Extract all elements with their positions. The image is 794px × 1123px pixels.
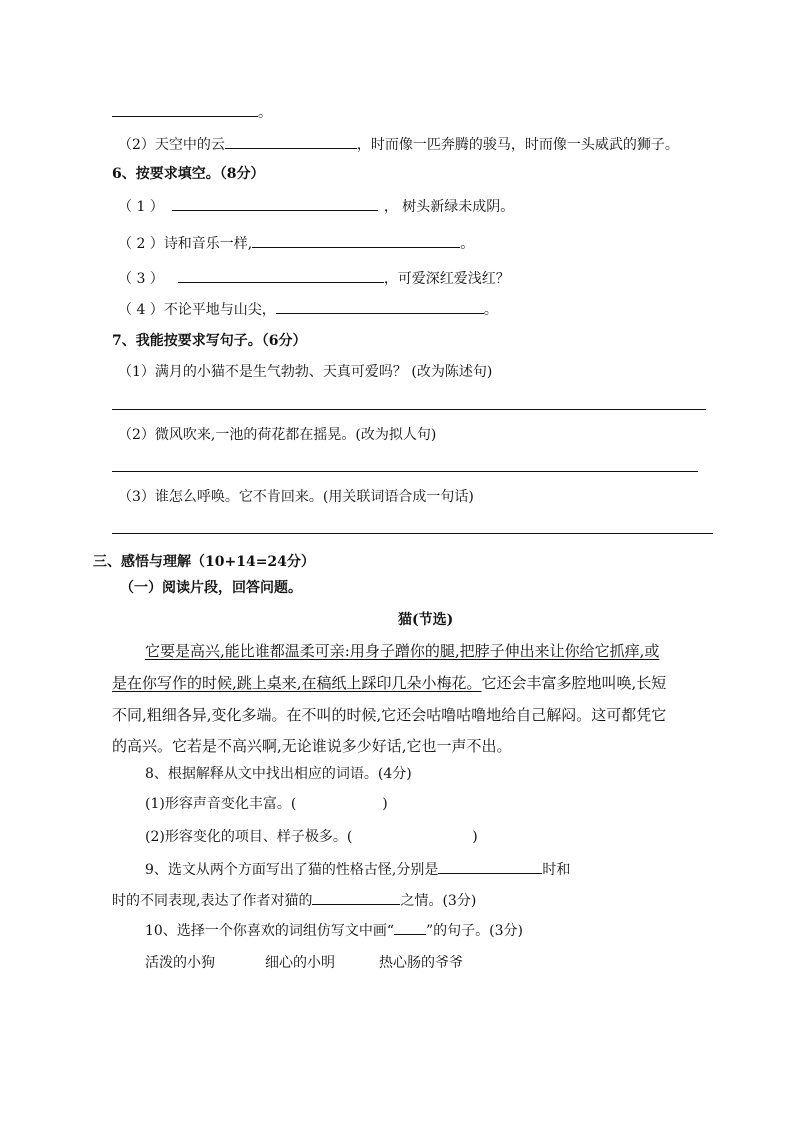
q6-item-1: （ 1 ） ， 树头新绿未成阴。	[118, 196, 514, 217]
passage-line-4: 的高兴。它若是不高兴啊,无论谁说多少好话,它也一声不出。	[112, 737, 512, 755]
passage-line-3: 不同,粗细各异,变化多端。在不叫的时候,它还会咕噜咕噜地给自己解闷。这可都凭它	[112, 706, 667, 724]
option-3[interactable]: 热心肠的爷爷	[379, 955, 463, 971]
answer-blank[interactable]	[252, 233, 460, 248]
q8-item-1: (1)形容声音变化丰富。( )	[145, 796, 388, 812]
q7-sentence-3: （3）谁怎么呼唤。它不肯回来。(用关联词语合成一句话)	[118, 489, 474, 505]
answer-blank[interactable]	[438, 859, 542, 874]
q7-title: 7、我能按要求写句子。（6分）	[112, 333, 307, 349]
underline-mark	[394, 922, 426, 935]
q8-item-2: (2)形容变化的项目、样子极多。( )	[145, 829, 478, 845]
answer-blank[interactable]	[276, 299, 484, 314]
q6-title: 6、按要求填空。（8分）	[112, 166, 265, 182]
q8-title: 8、根据解释从文中找出相应的词语。(4分)	[145, 766, 412, 782]
q6-item-2: （ 2 ）诗和音乐一样, 。	[118, 233, 474, 254]
q6-item-4: （ 4 ）不论平地与山尖， 。	[118, 299, 498, 320]
option-1[interactable]: 活泼的小狗	[145, 955, 215, 971]
q6-item-3: （ 3 ） ，可爱深红爱浅红？	[118, 268, 510, 289]
q7-sentence-1: （1）满月的小猫不是生气勃勃、天真可爱吗？ (改为陈述句)	[118, 364, 493, 380]
section-3-subtitle: （一）阅读片段，回答问题。	[120, 580, 302, 596]
answer-blank[interactable]	[225, 134, 357, 149]
q10-options	[145, 953, 463, 973]
answer-blank[interactable]	[178, 268, 384, 283]
answer-blank[interactable]	[312, 890, 400, 905]
passage-line-2: 是在你写作的时候,跳上桌来,在稿纸上踩印几朵小梅花。它还会丰富多腔地叫唤,长短	[112, 674, 667, 692]
q5-continuation: 。	[112, 102, 272, 123]
q9-line-2: 时的不同表现,表达了作者对猫的 之情。(3分)	[112, 890, 476, 911]
option-2[interactable]: 细心的小明	[265, 955, 335, 971]
answer-line[interactable]	[112, 471, 698, 472]
q5-item-2: （2）天空中的云 ，时而像一匹奔腾的骏马，时而像一头威武的狮子。	[118, 134, 679, 155]
q10-title: 10、选择一个你喜欢的词组仿写文中画“ ”的句子。(3分)	[145, 923, 523, 939]
passage-line-1: 它要是高兴,能比谁都温柔可亲:用身子蹭你的腿,把脖子伸出来让你给它抓痒,或	[145, 642, 660, 660]
answer-line[interactable]	[112, 533, 713, 534]
answer-line[interactable]	[112, 409, 706, 410]
answer-blank[interactable]	[172, 196, 378, 211]
section-3-title: 三、感悟与理解（10+14=24分）	[93, 554, 315, 570]
passage-title: 猫(节选)	[398, 612, 454, 628]
q9-line-1: 9、选文从两个方面写出了猫的性格古怪,分别是 时和	[145, 859, 570, 880]
q7-sentence-2: （2）微风吹来,一池的荷花都在摇晃。(改为拟人句)	[118, 427, 437, 443]
answer-blank[interactable]	[112, 102, 258, 117]
